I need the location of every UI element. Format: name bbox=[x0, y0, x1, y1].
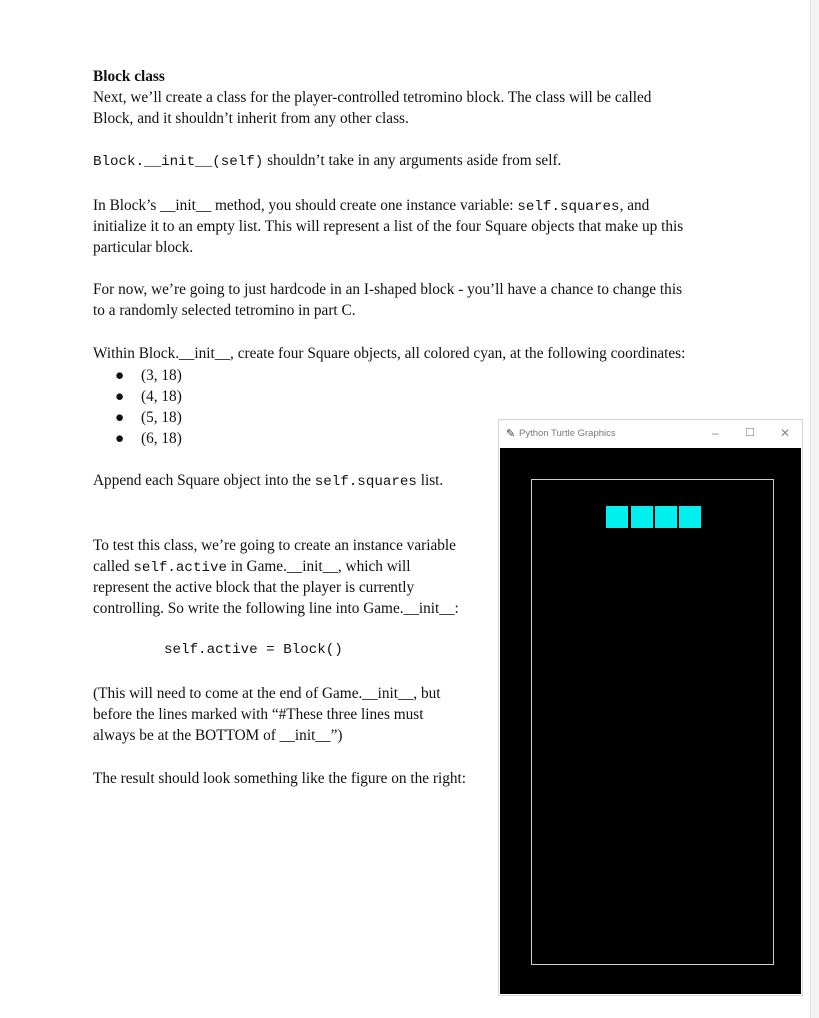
list-item bbox=[115, 407, 182, 428]
bullet-icon: ● bbox=[115, 388, 125, 405]
paragraph-coordinates: Within Block.__init__, create four Square objects, all colored cyan, at the following coordinates: bbox=[93, 345, 686, 362]
code-snippet: self.active = Block() bbox=[164, 642, 343, 658]
paragraph-init-signature bbox=[93, 150, 561, 173]
list-item bbox=[115, 365, 182, 386]
turtle-canvas bbox=[500, 448, 801, 994]
init-signature-text: shouldn’t take in any arguments aside from self. bbox=[263, 152, 562, 169]
game-field-border bbox=[531, 479, 774, 965]
maximize-button[interactable]: ☐ bbox=[745, 427, 755, 439]
bullet-icon: ● bbox=[115, 409, 125, 426]
bullet-icon: ● bbox=[115, 430, 125, 447]
close-button[interactable]: ✕ bbox=[780, 426, 791, 440]
list-item bbox=[115, 428, 182, 449]
list-item bbox=[115, 386, 182, 407]
squares-code: self.squares bbox=[517, 199, 620, 215]
page-edge bbox=[810, 0, 819, 1018]
coordinate-list bbox=[115, 365, 182, 449]
paragraph-test-line3: represent the active block that the player is currently bbox=[93, 579, 415, 596]
paragraph-test-line4: controlling. So write the following line into Game.__init__: bbox=[93, 600, 459, 617]
paragraph-note-line1: (This will need to come at the end of Game.__init__, but bbox=[93, 685, 441, 702]
active-code: self.active bbox=[133, 560, 227, 576]
paragraph-intro-line2: Block, and it shouldn’t inherit from any other class. bbox=[93, 110, 409, 127]
block-square bbox=[630, 505, 654, 529]
paragraph-result: The result should look something like the figure on the right: bbox=[93, 770, 467, 787]
block-square bbox=[678, 505, 702, 529]
append-text-post: list. bbox=[416, 472, 444, 489]
test-text-pre: called bbox=[93, 558, 134, 575]
coordinate-text: (3, 18) bbox=[141, 367, 182, 384]
append-code: self.squares bbox=[314, 474, 417, 490]
bullet-icon: ● bbox=[115, 367, 125, 384]
paragraph-note-line3: always be at the BOTTOM of __init__”) bbox=[93, 727, 343, 744]
squares-text-pre: In Block’s __init__ method, you should create one instance variable: bbox=[93, 197, 518, 214]
paragraph-squares-line1 bbox=[93, 195, 649, 218]
paragraph-hardcode-line1: For now, we’re going to just hardcode in an I-shaped block - you’ll have a chance to change this bbox=[93, 281, 683, 298]
squares-text-post: , and bbox=[619, 197, 650, 214]
window-titlebar[interactable] bbox=[499, 420, 802, 448]
paragraph-test-line1: To test this class, we’re going to create an instance variable bbox=[93, 537, 456, 554]
paragraph-squares-line3: particular block. bbox=[93, 239, 194, 256]
coordinate-text: (6, 18) bbox=[141, 430, 182, 447]
test-text-post: in Game.__init__, which will bbox=[227, 558, 411, 575]
coordinate-text: (5, 18) bbox=[141, 409, 182, 426]
minimize-button[interactable]: – bbox=[712, 426, 719, 440]
block-square bbox=[654, 505, 678, 529]
append-text-pre: Append each Square object into the bbox=[93, 472, 315, 489]
section-heading: Block class bbox=[93, 68, 165, 85]
paragraph-squares-line2: initialize it to an empty list. This will represent a list of the four Square objects that make up this bbox=[93, 218, 684, 235]
coordinate-text: (4, 18) bbox=[141, 388, 182, 405]
paragraph-test-line2 bbox=[93, 556, 411, 579]
window-title: Python Turtle Graphics bbox=[519, 428, 616, 439]
paragraph-hardcode-line2: to a randomly selected tetromino in part C. bbox=[93, 302, 356, 319]
paragraph-intro-line1: Next, we’ll create a class for the player-controlled tetromino block. The class will be called bbox=[93, 89, 652, 106]
paragraph-append bbox=[93, 470, 443, 493]
init-signature-code: Block.__init__(self) bbox=[93, 154, 264, 170]
paragraph-note-line2: before the lines marked with “#These three lines must bbox=[93, 706, 424, 723]
turtle-window bbox=[498, 419, 803, 996]
block-square bbox=[605, 505, 629, 529]
feather-icon: ✎ bbox=[506, 428, 516, 440]
